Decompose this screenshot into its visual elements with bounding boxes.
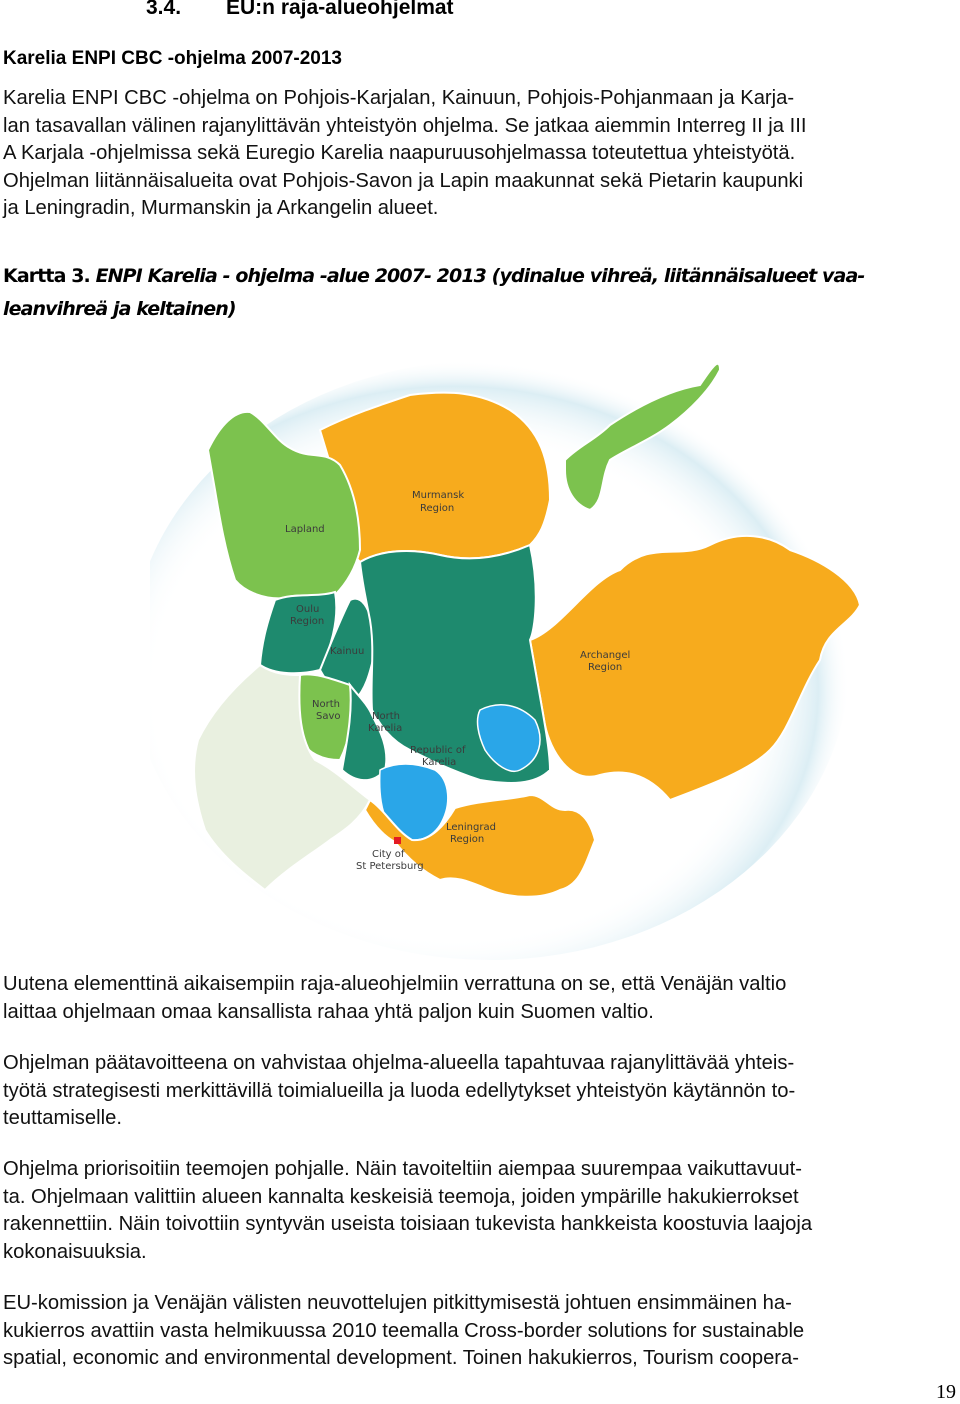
text-line: lan tasavallan välinen rajanylittävän yhteistyön ohjelma. Se jatkaa aiemmin Interreg II ja III [3, 114, 807, 137]
caption-label: Kartta 3. [3, 265, 90, 287]
label-kainuu: Kainuu [330, 646, 365, 657]
text-line: spatial, economic and environmental development. Toinen hakukierros, Tourism coopera- [3, 1347, 799, 1369]
caption-line: leanvihreä ja keltainen) [3, 298, 236, 320]
program-subheading: Karelia ENPI CBC -ohjelma 2007-2013 [3, 48, 342, 69]
label-archangel-2: Region [588, 662, 623, 673]
text-line: EU-komission ja Venäjän välisten neuvottelujen pitkittymisestä johtuen ensimmäinen ha- [3, 1292, 792, 1314]
section-number: 3.4. [146, 0, 182, 19]
text-line: Karelia ENPI CBC -ohjelma on Pohjois-Karjalan, Kainuun, Pohjois-Pohjanmaan ja Karja- [3, 87, 795, 109]
map-graphic [150, 330, 900, 970]
text-line: laittaa ohjelmaan omaa kansallista rahaa yhtä paljon kuin Suomen valtio. [3, 1000, 654, 1023]
text-line: ta. Ohjelmaan valittiin alueen kannalta keskeisiä teemoja, joiden ympärille hakukierrokset [3, 1185, 799, 1208]
label-north-karelia-1: North [372, 711, 400, 722]
paragraph-2 [3, 1050, 955, 1133]
text-line: teuttamiselle. [3, 1107, 122, 1129]
label-st-petersburg-1: City of [372, 849, 405, 860]
text-line: rakennettiin. Näin toivottiin syntyvän useista toisiaan tukevista hankkeista koostuvia laajoja [3, 1213, 813, 1235]
paragraph-4 [3, 1290, 955, 1373]
text-line: kokonaisuuksia. [3, 1240, 147, 1263]
text-line: ja Leningradin, Murmanskin ja Arkangelin alueet. [3, 197, 439, 219]
text-line: kukierros avattiin vasta helmikuussa 2010 teemalla Cross-border solutions for sustainable [3, 1319, 805, 1342]
label-leningrad-2: Region [450, 834, 485, 845]
text-line: Uutena elementtinä aikaisempiin raja-alueohjelmiin verrattuna on se, että Venäjän valtio [3, 973, 787, 995]
text-line: Ohjelman liitännäisalueita ovat Pohjois-Savon ja Lapin maakunnat sekä Pietarin kaupunki [3, 169, 804, 192]
page-number: 19 [936, 1381, 956, 1403]
label-north-savo-1: North [312, 699, 340, 710]
label-north-savo-2: Savo [316, 711, 341, 722]
text-line: Ohjelman päätavoitteena on vahvistaa ohjelma-alueella tapahtuvaa rajanylittävää yhteis- [3, 1052, 795, 1074]
text-line: Ohjelma priorisoitiin teemojen pohjalle. Näin tavoiteltiin aiempaa suurempaa vaikuttavuut- [3, 1158, 802, 1180]
label-north-karelia-2: Karelia [368, 723, 403, 734]
program-area-map [150, 330, 900, 970]
caption-line: ENPI Karelia - ohjelma -alue 2007- 2013 (ydinalue vihreä, liitännäisalueet vaa- [95, 265, 865, 287]
label-republic-karelia-2: Karelia [422, 757, 457, 768]
label-murmansk-1: Murmansk [412, 490, 465, 501]
label-archangel-1: Archangel [580, 650, 631, 661]
label-oulu-1: Oulu [296, 604, 320, 615]
paragraph-1 [3, 971, 955, 1026]
label-oulu-2: Region [290, 616, 325, 627]
label-republic-karelia-1: Republic of [410, 745, 466, 756]
section-title: EU:n raja-alueohjelmat [226, 0, 454, 19]
intro-paragraph [3, 85, 955, 223]
label-st-petersburg-2: St Petersburg [356, 861, 424, 872]
text-line: A Karjala -ohjelmissa sekä Euregio Karelia naapuruusohjelmassa toteutettua yhteistyötä. [3, 142, 796, 164]
label-lapland: Lapland [285, 524, 325, 535]
section-heading [146, 0, 454, 20]
text-line: työtä strategisesti merkittävillä toimialueilla ja luoda edellytykset yhteistyön käytännön to- [3, 1079, 796, 1102]
map-caption [3, 260, 955, 326]
label-murmansk-2: Region [420, 503, 455, 514]
paragraph-3 [3, 1156, 955, 1266]
st-petersburg-marker [394, 837, 401, 844]
label-leningrad-1: Leningrad [446, 822, 496, 833]
